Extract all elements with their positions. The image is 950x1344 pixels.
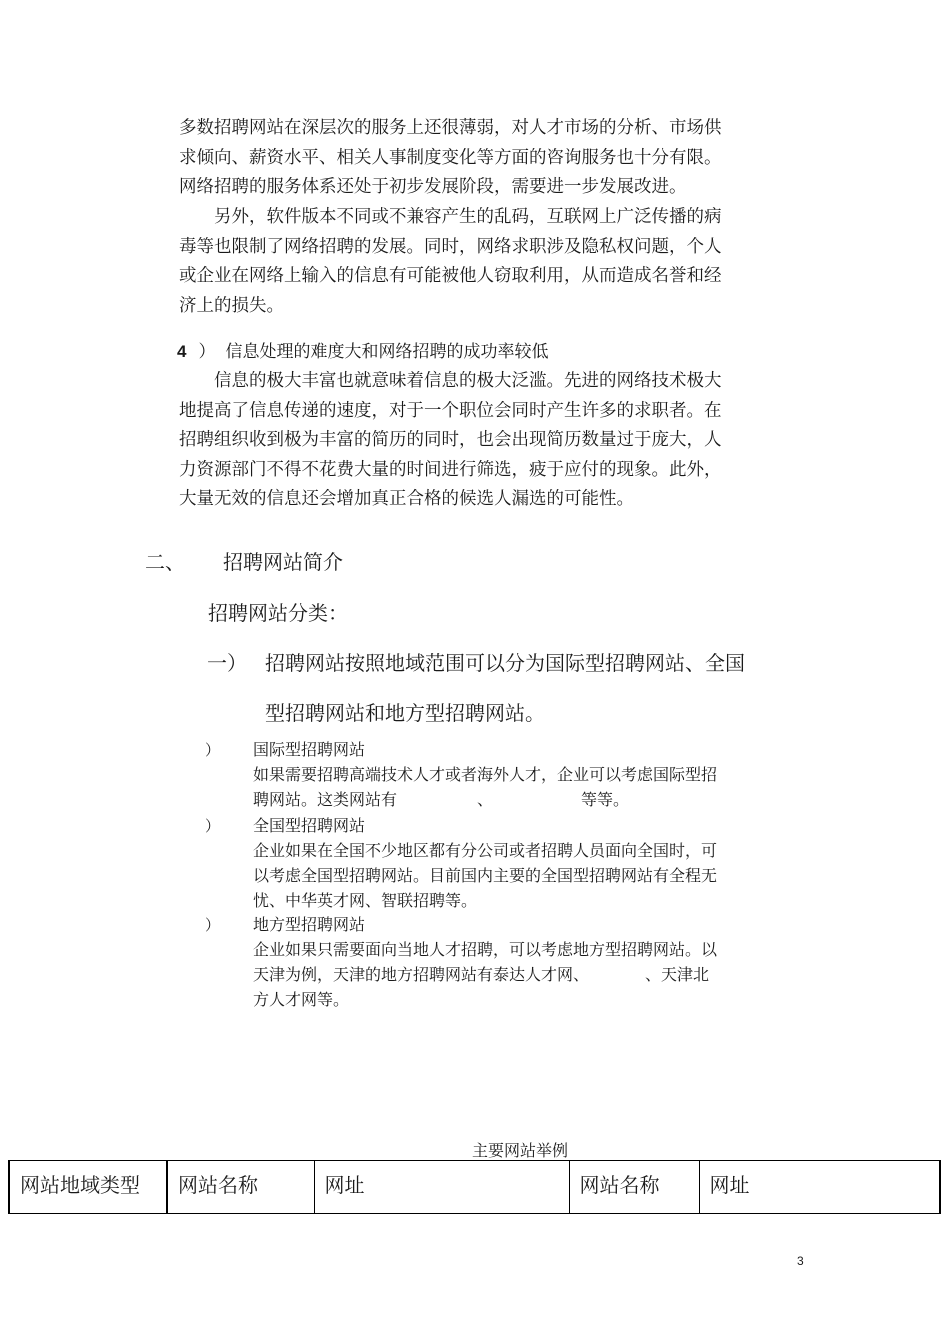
heading-text: 信息处理的难度大和网络招聘的成功率较低 (225, 342, 549, 362)
section-heading-2 (145, 546, 343, 575)
text-line: 力资源部门不得不花费大量的时间进行筛选，疲于应付的现象。此外， (179, 459, 722, 480)
text-line: 如果需要招聘高端技术人才或者海外人才，企业可以考虑国际型招 (253, 765, 718, 784)
paragraph-software-issues (179, 203, 809, 321)
text-line: 网络招聘的服务体系还处于初步发展阶段，需要进一步发展改进。 (179, 177, 687, 197)
subsection-text: 招聘网站按照地域范围可以分为国际型招聘网站、全国 (265, 651, 745, 675)
text-line: 方人才网等。 (253, 990, 350, 1009)
list-item-title: 国际型招聘网站 (253, 740, 366, 759)
heading-number: 4 (177, 342, 187, 361)
text-line: 毒等也限制了网络招聘的发展。同时，网络求职涉及隐私权问题，个人 (179, 236, 722, 257)
text-line: 天津为例，天津的地方招聘网站有泰达人才网、 、天津北 (253, 965, 710, 984)
list-item-international (253, 737, 813, 812)
text-line: 聘网站。这类网站有 、 等等。 (253, 790, 630, 809)
text-line: 大量无效的信息还会增加真正合格的候选人漏选的可能性。 (179, 489, 634, 509)
header-url-2: 网址 (699, 1161, 940, 1214)
text-line: 信息的极大丰富也就意味着信息的极大泛滥。先进的网络技术极大 (179, 371, 722, 391)
website-table (8, 1160, 941, 1214)
text-line: 招聘组织收到极为丰富的简历的同时，也会出现简历数量过于庞大，人 (179, 430, 722, 450)
list-item-national (253, 813, 813, 913)
list-item-title: 全国型招聘网站 (253, 816, 366, 835)
header-region-type: 网站地域类型 (9, 1161, 167, 1214)
heading-paren: ） (198, 342, 216, 362)
subsection-heading-1 (207, 647, 745, 676)
text-line: 济上的损失。 (179, 295, 284, 316)
header-url: 网址 (314, 1161, 569, 1214)
text-line: 地提高了信息传递的速度，对于一个职位会同时产生许多的求职者。在 (179, 400, 722, 421)
header-site-name-2: 网站名称 (569, 1161, 699, 1214)
header-site-name: 网站名称 (167, 1161, 314, 1214)
list-item-title: 地方型招聘网站 (253, 915, 366, 934)
heading-point-4 (177, 337, 548, 362)
section-title: 招聘网站简介 (223, 550, 343, 574)
page-number: 3 (797, 1254, 804, 1268)
table-header-row (9, 1161, 940, 1214)
subsection-heading-1-continued: 型招聘网站和地方型招聘网站。 (265, 701, 545, 725)
list-bullet: ） (205, 741, 221, 759)
paragraph-information-overload (179, 367, 809, 515)
text-line: 企业如果在全国不少地区都有分公司或者招聘人员面向全国时，可 (253, 841, 718, 860)
subsection-number: 一） (207, 651, 247, 675)
text-line: 忧、中华英才网、智联招聘等。 (253, 891, 478, 910)
text-line: 多数招聘网站在深层次的服务上还很薄弱，对人才市场的分析、市场供 (179, 118, 722, 138)
list-bullet: ） (205, 916, 221, 934)
list-item-local (253, 912, 813, 1012)
section-number: 二、 (145, 550, 185, 574)
classification-label: 招聘网站分类： (208, 601, 348, 625)
text-line: 求倾向、薪资水平、相关人事制度变化等方面的咨询服务也十分有限。 (179, 147, 722, 168)
text-line: 或企业在网络上输入的信息有可能被他人窃取利用，从而造成名誉和经 (179, 266, 722, 286)
text-line: 企业如果只需要面向当地人才招聘，可以考虑地方型招聘网站。以 (253, 940, 718, 959)
text-line: 以考虑全国型招聘网站。目前国内主要的全国型招聘网站有全程无 (253, 866, 718, 885)
text-line: 另外，软件版本不同或不兼容产生的乱码，互联网上广泛传播的病 (179, 207, 722, 227)
list-bullet: ） (205, 817, 221, 835)
table-caption: 主要网站举例 (472, 1141, 569, 1160)
paragraph-service-weakness (179, 114, 809, 203)
